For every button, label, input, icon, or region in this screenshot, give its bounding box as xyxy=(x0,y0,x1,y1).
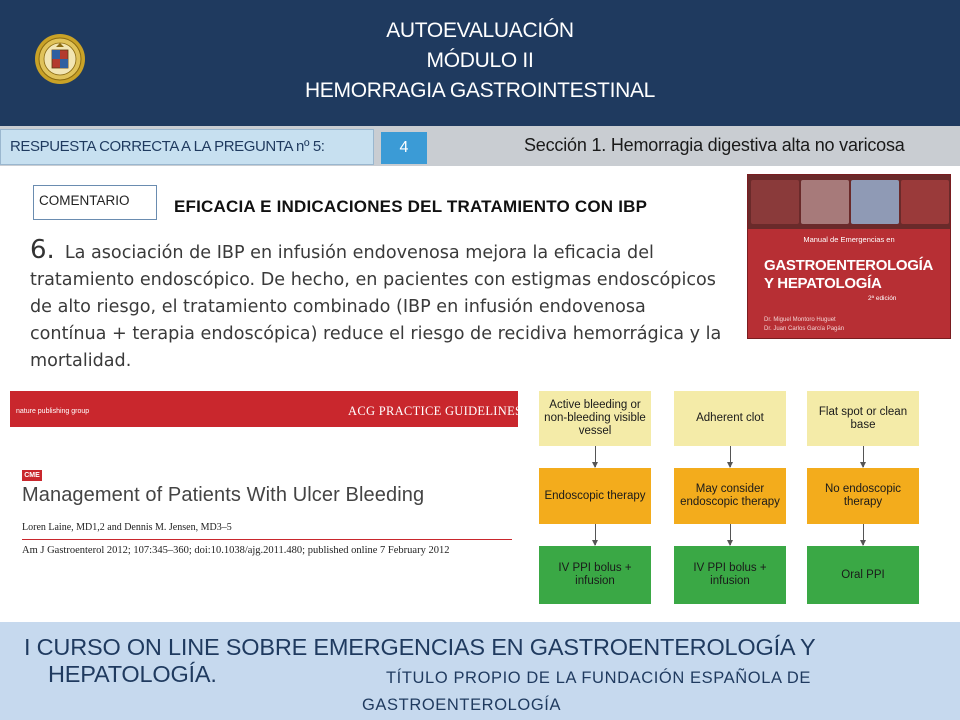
book-author-2: Dr. Juan Carlos García Pagán xyxy=(764,326,845,332)
comment-body-text: La asociación de IBP en infusión endovenosa mejora la eficacia del tratamiento endoscópico. De hecho, en pacientes con estigmas endoscópicos de alto riesgo, el tratamiento combinado (IBP en infusión endovenosa contínua + terapia endoscópica) reduce el riesgo de recidiva hemorrágica y la mortalidad. xyxy=(30,243,722,371)
flow-node-finding-3: Flat spot or clean base xyxy=(807,391,919,446)
flow-node-action-2: May consider endoscopic therapy xyxy=(674,468,786,524)
section-title: Sección 1. Hemorragia digestiva alta no varicosa xyxy=(524,135,905,155)
footer-course-title-cont: HEPATOLOGÍA. xyxy=(48,661,217,687)
book-photo-strip xyxy=(748,175,950,229)
answer-label: RESPUESTA CORRECTA A LA PREGUNTA nº 5: xyxy=(10,138,325,155)
book-title-line-1: GASTROENTEROLOGÍA xyxy=(764,257,934,274)
cme-badge: CME xyxy=(22,470,42,481)
comment-tag: COMENTARIO xyxy=(33,185,157,220)
book-photo-2 xyxy=(801,180,849,224)
footer-foundation-line-2: GASTROENTEROLOGÍA xyxy=(362,696,562,714)
flow-arrow xyxy=(730,524,731,545)
publisher-label: nature publishing group xyxy=(16,408,90,415)
treatment-flowchart xyxy=(532,384,958,610)
flow-node-finding-1: Active bleeding or non-bleeding visible vessel xyxy=(539,391,651,446)
guidelines-label: ACG PRACTICE GUIDELINES xyxy=(348,404,523,418)
book-photo-3 xyxy=(851,180,899,224)
article-title: Management of Patients With Ulcer Bleeding xyxy=(22,484,425,506)
title-line-3: HEMORRAGIA GASTROINTESTINAL xyxy=(304,79,656,102)
footer-foundation-line: TÍTULO PROPIO DE LA FUNDACIÓN ESPAÑOLA DE xyxy=(386,669,811,687)
book-title xyxy=(764,257,933,293)
flow-node-outcome-2: IV PPI bolus + infusion xyxy=(674,546,786,604)
book-title-line-2: Y HEPATOLOGÍA xyxy=(764,275,882,292)
book-photo-4 xyxy=(901,180,949,224)
flow-node-action-3: No endoscopic therapy xyxy=(807,468,919,524)
flow-node-action-1: Endoscopic therapy xyxy=(539,468,651,524)
comment-body xyxy=(30,237,725,375)
book-photo-1 xyxy=(751,180,799,224)
article-divider xyxy=(22,539,512,540)
book-cover xyxy=(747,174,951,339)
article-citation: Am J Gastroenterol 2012; 107:345–360; doi:10.1038/ajg.2011.480; published online 7 February 2012 xyxy=(22,545,450,556)
flow-node-outcome-3: Oral PPI xyxy=(807,546,919,604)
flow-node-finding-2: Adherent clot xyxy=(674,391,786,446)
flow-node-outcome-1: IV PPI bolus + infusion xyxy=(539,546,651,604)
flow-arrow xyxy=(595,446,596,467)
comment-heading: EFICACIA E INDICACIONES DEL TRATAMIENTO CON IBP xyxy=(174,197,648,216)
item-number: 6. xyxy=(30,235,55,265)
correct-answer-badge: 4 xyxy=(381,132,427,164)
page-title xyxy=(0,16,960,106)
flow-arrow xyxy=(595,524,596,545)
flow-arrow xyxy=(863,446,864,467)
title-line-2: MÓDULO II xyxy=(426,49,534,72)
book-series: Manual de Emergencias en xyxy=(803,235,895,244)
title-line-1: AUTOEVALUACIÓN xyxy=(386,19,574,42)
flow-arrow xyxy=(863,524,864,545)
book-edition: 2ª edición xyxy=(868,295,897,302)
footer-course-title: I CURSO ON LINE SOBRE EMERGENCIAS EN GASTROENTEROLOGÍA Y xyxy=(24,634,816,660)
article-authors: Loren Laine, MD1,2 and Dennis M. Jensen, MD3–5 xyxy=(22,522,232,533)
book-author-1: Dr. Miguel Montoro Huguet xyxy=(764,317,836,323)
flow-arrow xyxy=(730,446,731,467)
